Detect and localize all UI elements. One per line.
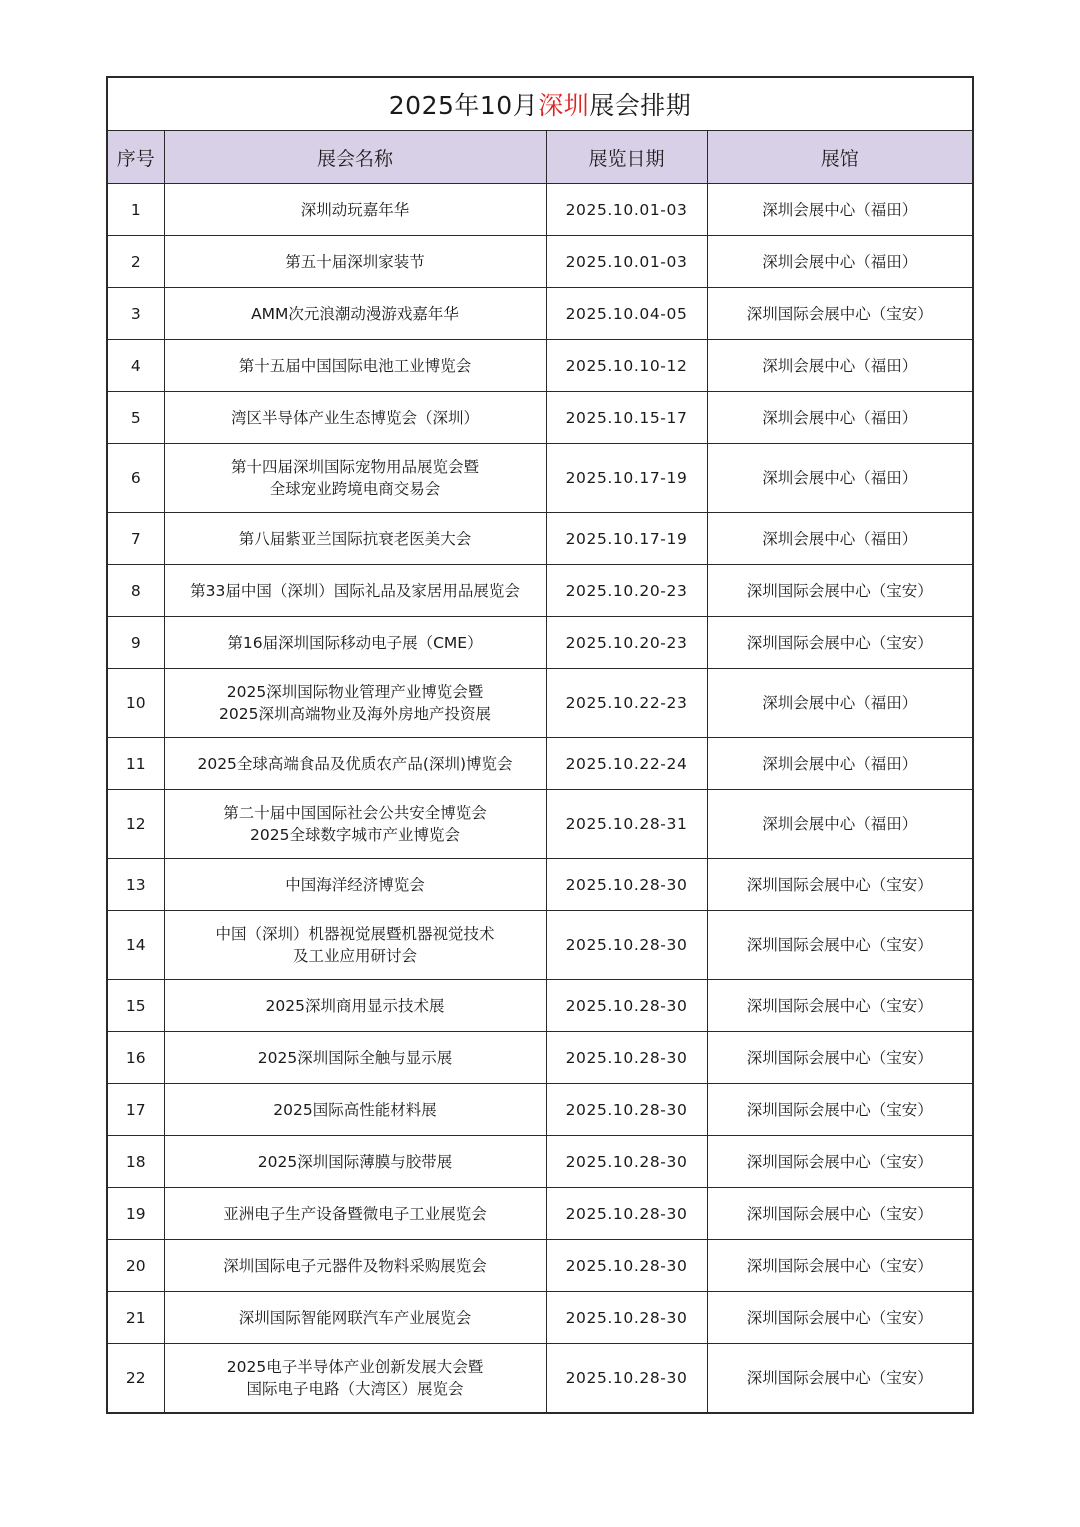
- exhibition-venue: 深圳国际会展中心（宝安）: [707, 980, 973, 1032]
- exhibition-name: [164, 859, 546, 911]
- exhibition-name: [164, 513, 546, 565]
- exhibition-name: [164, 1344, 546, 1414]
- exhibition-name-line: 第二十届中国国际社会公共安全博览会: [223, 804, 487, 822]
- exhibition-name: [164, 790, 546, 859]
- exhibition-venue: 深圳国际会展中心（宝安）: [707, 1240, 973, 1292]
- exhibition-name-line: 亚洲电子生产设备暨微电子工业展览会: [223, 1204, 487, 1223]
- exhibition-name-line: 2025深圳商用显示技术展: [265, 996, 445, 1015]
- exhibition-date: 2025.10.28-30: [546, 1240, 707, 1292]
- table-row: [107, 184, 973, 236]
- header-no: 序号: [107, 131, 164, 184]
- exhibition-name-line: 第八届紫亚兰国际抗衰老医美大会: [238, 529, 472, 548]
- table-title: [107, 77, 973, 131]
- exhibition-date: 2025.10.10-12: [546, 340, 707, 392]
- exhibition-name: [164, 980, 546, 1032]
- exhibition-name-line: 中国（深圳）机器视觉展暨机器视觉技术: [215, 925, 495, 943]
- exhibition-name-line: 深圳国际电子元器件及物料采购展览会: [223, 1256, 487, 1275]
- exhibition-date: 2025.10.04-05: [546, 288, 707, 340]
- row-number: 6: [107, 444, 164, 513]
- title-suffix: 展会排期: [589, 91, 692, 120]
- table-body: [107, 184, 973, 1414]
- exhibition-venue: 深圳国际会展中心（宝安）: [707, 1188, 973, 1240]
- exhibition-venue: 深圳国际会展中心（宝安）: [707, 1344, 973, 1414]
- exhibition-date: 2025.10.15-17: [546, 392, 707, 444]
- exhibition-date: 2025.10.28-30: [546, 1292, 707, 1344]
- table-row: [107, 911, 973, 980]
- exhibition-name: [164, 1240, 546, 1292]
- table-row: [107, 392, 973, 444]
- header-name: 展会名称: [164, 131, 546, 184]
- table-row: [107, 288, 973, 340]
- exhibition-name-line: 第十五届中国国际电池工业博览会: [238, 356, 472, 375]
- exhibition-name-line: 第十四届深圳国际宠物用品展览会暨: [230, 458, 479, 476]
- exhibition-name-line: 深圳动玩嘉年华: [300, 200, 410, 219]
- table-row: [107, 513, 973, 565]
- row-number: 19: [107, 1188, 164, 1240]
- exhibition-name-line: 2025深圳国际薄膜与胶带展: [257, 1152, 453, 1171]
- row-number: 16: [107, 1032, 164, 1084]
- table-row: [107, 617, 973, 669]
- exhibition-name-line: 中国海洋经济博览会: [285, 875, 425, 894]
- row-number: 2: [107, 236, 164, 288]
- table-row: [107, 340, 973, 392]
- exhibition-venue: 深圳会展中心（福田）: [707, 340, 973, 392]
- exhibition-venue: 深圳会展中心（福田）: [707, 669, 973, 738]
- exhibition-venue: 深圳国际会展中心（宝安）: [707, 1292, 973, 1344]
- table-row: [107, 1240, 973, 1292]
- exhibition-venue: 深圳会展中心（福田）: [707, 513, 973, 565]
- exhibition-name-line: 2025深圳国际物业管理产业博览会暨: [226, 683, 484, 701]
- row-number: 7: [107, 513, 164, 565]
- table-row: [107, 1292, 973, 1344]
- header-row: [107, 131, 973, 184]
- row-number: 22: [107, 1344, 164, 1414]
- row-number: 1: [107, 184, 164, 236]
- exhibition-name-line: 第五十届深圳家装节: [285, 252, 425, 271]
- exhibition-venue: 深圳国际会展中心（宝安）: [707, 1136, 973, 1188]
- exhibition-date: 2025.10.28-30: [546, 1188, 707, 1240]
- table-row: [107, 980, 973, 1032]
- exhibition-name: [164, 1188, 546, 1240]
- exhibition-venue: 深圳会展中心（福田）: [707, 444, 973, 513]
- table-row: [107, 444, 973, 513]
- row-number: 4: [107, 340, 164, 392]
- exhibition-name-line: 2025全球高端食品及优质农产品(深圳)博览会: [197, 754, 513, 773]
- table-row: [107, 738, 973, 790]
- exhibition-date: 2025.10.28-30: [546, 911, 707, 980]
- exhibition-venue: 深圳国际会展中心（宝安）: [707, 859, 973, 911]
- exhibition-date: 2025.10.28-30: [546, 980, 707, 1032]
- table-row: [107, 1344, 973, 1414]
- exhibition-name-line: 2025深圳高端物业及海外房地产投资展: [219, 705, 491, 723]
- exhibition-name: [164, 1084, 546, 1136]
- header-venue: 展馆: [707, 131, 973, 184]
- row-number: 10: [107, 669, 164, 738]
- exhibition-name-line: 第33届中国（深圳）国际礼品及家居用品展览会: [190, 581, 520, 600]
- row-number: 17: [107, 1084, 164, 1136]
- exhibition-name-line: 湾区半导体产业生态博览会（深圳）: [230, 408, 479, 427]
- exhibition-date: 2025.10.22-24: [546, 738, 707, 790]
- exhibition-venue: 深圳会展中心（福田）: [707, 392, 973, 444]
- exhibition-name: [164, 444, 546, 513]
- exhibition-name: [164, 1136, 546, 1188]
- exhibition-venue: 深圳国际会展中心（宝安）: [707, 1032, 973, 1084]
- row-number: 12: [107, 790, 164, 859]
- row-number: 20: [107, 1240, 164, 1292]
- row-number: 11: [107, 738, 164, 790]
- exhibition-name-line: 2025电子半导体产业创新发展大会暨: [226, 1358, 484, 1376]
- exhibition-venue: 深圳会展中心（福田）: [707, 184, 973, 236]
- exhibition-name: [164, 288, 546, 340]
- row-number: 9: [107, 617, 164, 669]
- exhibition-name: [164, 236, 546, 288]
- exhibition-date: 2025.10.01-03: [546, 236, 707, 288]
- row-number: 8: [107, 565, 164, 617]
- exhibition-venue: 深圳国际会展中心（宝安）: [707, 565, 973, 617]
- exhibition-date: 2025.10.28-30: [546, 1032, 707, 1084]
- exhibition-name: [164, 340, 546, 392]
- exhibition-date: 2025.10.28-30: [546, 1136, 707, 1188]
- exhibition-venue: 深圳国际会展中心（宝安）: [707, 288, 973, 340]
- row-number: 14: [107, 911, 164, 980]
- exhibition-name: [164, 565, 546, 617]
- exhibition-date: 2025.10.28-30: [546, 1084, 707, 1136]
- title-city: 深圳: [538, 91, 590, 120]
- exhibition-name-line: AMM次元浪潮动漫游戏嘉年华: [251, 304, 459, 323]
- exhibition-date: 2025.10.28-30: [546, 859, 707, 911]
- exhibition-date: 2025.10.20-23: [546, 617, 707, 669]
- exhibition-schedule-table: [106, 76, 974, 1414]
- table-row: [107, 1188, 973, 1240]
- row-number: 15: [107, 980, 164, 1032]
- exhibition-date: 2025.10.17-19: [546, 444, 707, 513]
- exhibition-date: 2025.10.01-03: [546, 184, 707, 236]
- exhibition-date: 2025.10.20-23: [546, 565, 707, 617]
- exhibition-name-line: 2025国际高性能材料展: [273, 1100, 437, 1119]
- table-row: [107, 236, 973, 288]
- exhibition-name-line: 2025深圳国际全触与显示展: [257, 1048, 453, 1067]
- exhibition-venue: 深圳会展中心（福田）: [707, 790, 973, 859]
- exhibition-name-line: 国际电子电路（大湾区）展览会: [246, 1380, 464, 1398]
- exhibition-name: [164, 617, 546, 669]
- row-number: 21: [107, 1292, 164, 1344]
- title-row: [107, 77, 973, 131]
- exhibition-name-line: 2025全球数字城市产业博览会: [250, 826, 460, 844]
- exhibition-name-line: 深圳国际智能网联汽车产业展览会: [238, 1308, 472, 1327]
- exhibition-name: [164, 1032, 546, 1084]
- exhibition-venue: 深圳国际会展中心（宝安）: [707, 617, 973, 669]
- exhibition-date: 2025.10.28-31: [546, 790, 707, 859]
- exhibition-venue: 深圳会展中心（福田）: [707, 236, 973, 288]
- exhibition-name-line: 全球宠业跨境电商交易会: [269, 480, 441, 498]
- row-number: 3: [107, 288, 164, 340]
- table-row: [107, 669, 973, 738]
- table-row: [107, 1032, 973, 1084]
- exhibition-name-line: 第16届深圳国际移动电子展（CME）: [227, 633, 483, 652]
- table-row: [107, 1084, 973, 1136]
- exhibition-venue: 深圳会展中心（福田）: [707, 738, 973, 790]
- exhibition-date: 2025.10.28-30: [546, 1344, 707, 1414]
- exhibition-date: 2025.10.22-23: [546, 669, 707, 738]
- table-row: [107, 859, 973, 911]
- exhibition-date: 2025.10.17-19: [546, 513, 707, 565]
- exhibition-name: [164, 911, 546, 980]
- row-number: 13: [107, 859, 164, 911]
- exhibition-name: [164, 1292, 546, 1344]
- table-row: [107, 565, 973, 617]
- table-row: [107, 790, 973, 859]
- exhibition-name: [164, 392, 546, 444]
- exhibition-name-line: 及工业应用研讨会: [292, 947, 417, 965]
- row-number: 18: [107, 1136, 164, 1188]
- exhibition-name: [164, 184, 546, 236]
- exhibition-venue: 深圳国际会展中心（宝安）: [707, 1084, 973, 1136]
- exhibition-venue: 深圳国际会展中心（宝安）: [707, 911, 973, 980]
- header-date: 展览日期: [546, 131, 707, 184]
- title-prefix: 2025年10月: [388, 91, 539, 120]
- exhibition-name: [164, 669, 546, 738]
- exhibition-name: [164, 738, 546, 790]
- row-number: 5: [107, 392, 164, 444]
- table-row: [107, 1136, 973, 1188]
